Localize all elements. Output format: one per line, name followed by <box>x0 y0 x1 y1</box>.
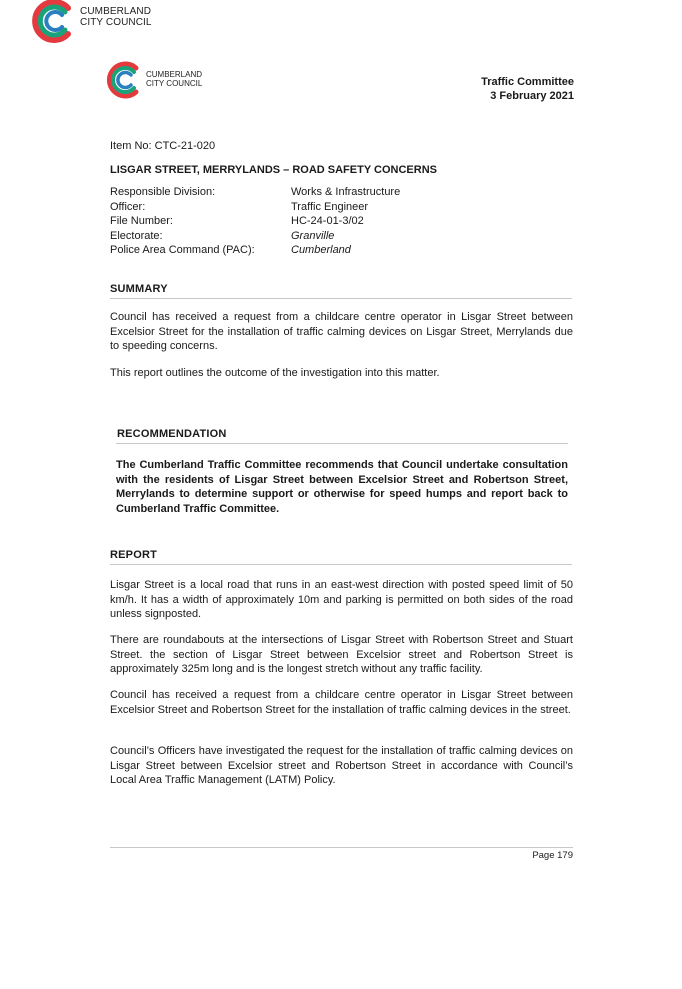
meta-value: Cumberland <box>291 244 351 256</box>
summary-paragraph: This report outlines the outcome of the investigation into this matter. <box>110 367 440 379</box>
council-logo-icon <box>104 58 144 102</box>
report-rule <box>110 564 572 565</box>
meta-value: Granville <box>291 229 335 242</box>
header-logo-line-2: CITY COUNCIL <box>146 79 203 88</box>
council-logo-icon <box>28 0 78 44</box>
meta-label: Responsible Division: <box>110 186 216 198</box>
meta-label: Electorate: <box>110 229 163 242</box>
logo-line-2: CITY COUNCIL <box>80 17 152 28</box>
summary-paragraph: Council has received a request from a childcare centre operator in Lisgar Street between Excelsior Street for the installation of traffic calming devices on Lisgar Street, Merrylands due to speeding concerns. <box>110 311 573 352</box>
header-logo <box>104 58 224 104</box>
recommendation-heading: RECOMMENDATION <box>117 428 227 440</box>
recommendation-text: The Cumberland Traffic Committee recommends that Council undertake consultation with the residents of Lisgar Street between Excelsior Street and Robertson Street, Merrylands to determine support or otherwise for speed humps and report back to Cumberland Traffic Committee. <box>116 459 568 515</box>
meta-label: File Number: <box>110 215 173 227</box>
report-paragraph: Council’s Officers have investigated the request for the installation of traffic calming devices on Lisgar Street between Excelsior street and Robertson Street in accordance with Council’s Local Area Traffic Management (LATM) Policy. <box>110 745 573 786</box>
item-number: Item No: CTC-21-020 <box>110 140 216 152</box>
header-right <box>481 75 574 103</box>
summary-heading: SUMMARY <box>110 283 168 295</box>
committee-name: Traffic Committee <box>481 76 574 88</box>
report-paragraph: There are roundabouts at the intersections of Lisgar Street with Robertson Street and Stuart Street. the section of Lisgar Street between Excelsior street and Robertson Street is approximately 325m long and is the longest stretch without any traffic facility. <box>110 634 573 675</box>
header-logo-line-1: CUMBERLAND <box>146 70 203 79</box>
report-heading: REPORT <box>110 549 158 561</box>
meta-value: Traffic Engineer <box>291 200 369 213</box>
report-title: LISGAR STREET, MERRYLANDS – ROAD SAFETY CONCERNS <box>110 164 437 176</box>
page-number: Page 179 <box>532 850 573 861</box>
meta-label: Police Area Command (PAC): <box>110 244 255 256</box>
report-paragraph: Lisgar Street is a local road that runs in an east-west direction with posted speed limit of 50 km/h. It has a width of approximately 10m and parking is permitted on both sides of the road unless signposted. <box>110 579 573 620</box>
recommendation-rule <box>116 443 568 444</box>
summary-rule <box>110 298 572 299</box>
meeting-date: 3 February 2021 <box>490 90 574 102</box>
top-logo <box>28 0 168 44</box>
footer-rule <box>110 847 573 848</box>
meta-value: Works & Infrastructure <box>291 186 401 198</box>
meta-label: Officer: <box>110 200 146 213</box>
logo-line-1: CUMBERLAND <box>80 6 152 17</box>
report-paragraph: Council has received a request from a childcare centre operator in Lisgar Street between Excelsior Street and Robertson Street for the installation of traffic calming devices in the street. <box>110 689 573 716</box>
meta-value: HC-24-01-3/02 <box>291 215 364 227</box>
